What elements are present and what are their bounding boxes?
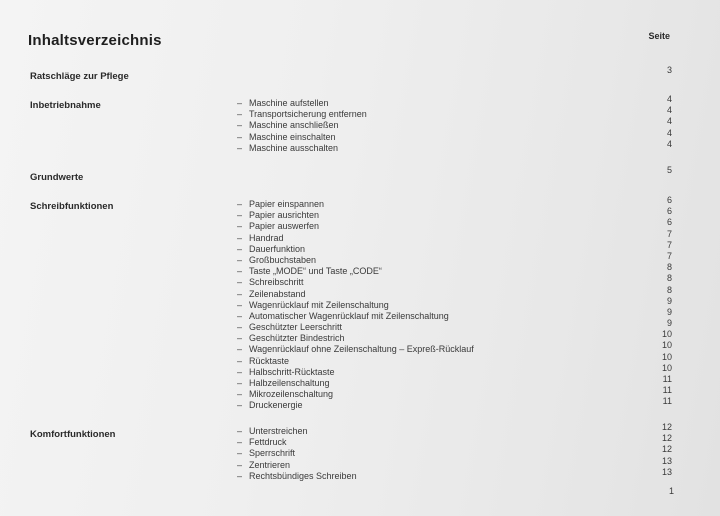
toc-entry-label: Rücktaste — [249, 355, 290, 366]
toc-entry-page: 9 — [666, 306, 672, 317]
toc-entry-page: 8 — [666, 284, 672, 295]
toc-entry-page: 8 — [666, 273, 672, 284]
dash-marker: – — [237, 389, 243, 400]
toc-entry — [237, 277, 474, 288]
dash-marker: – — [237, 288, 243, 299]
toc-entry-label: Taste „MODE“ und Taste „CODE“ — [249, 266, 382, 277]
toc-entry — [237, 378, 474, 389]
toc-entry-label: Wagenrücklauf ohne Zeilenschaltung – Expreß-Rücklauf — [249, 344, 474, 355]
dash-marker: – — [237, 344, 243, 355]
toc-entry-label: Fettdruck — [249, 437, 287, 448]
toc-entry-page: 7 — [666, 228, 672, 239]
toc-entry-label: Geschützter Leerschritt — [249, 322, 343, 333]
toc-entry-page: 9 — [666, 295, 672, 306]
page-number: 1 — [668, 486, 674, 496]
dash-marker: – — [237, 400, 243, 411]
toc-entry — [237, 311, 474, 322]
toc-entry-label: Transportsicherung entfernen — [249, 109, 367, 120]
dash-marker: – — [237, 120, 243, 131]
dash-marker: – — [237, 232, 243, 243]
toc-entry — [237, 437, 357, 448]
toc-entry-page: 12 — [661, 433, 672, 444]
toc-items-komfortfunktionen — [237, 426, 357, 482]
toc-entry — [237, 344, 474, 355]
toc-entry-label: Zentrieren — [249, 459, 291, 470]
toc-entry-page: 13 — [661, 455, 672, 466]
toc-entry-label: Automatischer Wagenrücklauf mit Zeilenschaltung — [249, 310, 449, 321]
toc-entry-label: Sperrschrift — [249, 448, 296, 459]
toc-entry-page: 8 — [666, 262, 672, 273]
toc-entry-page: 11 — [662, 396, 672, 407]
toc-entry-label: Unterstreichen — [249, 426, 308, 436]
toc-entry — [237, 367, 474, 378]
dash-marker: – — [237, 448, 243, 459]
toc-entry — [237, 389, 474, 400]
dash-marker: – — [237, 333, 243, 344]
toc-pages-schreibfunktionen — [662, 195, 672, 408]
toc-entry — [237, 426, 357, 437]
toc-entry — [237, 221, 474, 232]
toc-entry — [237, 333, 474, 344]
toc-entry-page: 9 — [666, 318, 672, 329]
toc-entry-label: Geschützter Bindestrich — [249, 333, 345, 344]
toc-entry-page: 7 — [666, 250, 672, 261]
section-title-grundwerte: Grundwerte — [30, 172, 84, 183]
dash-marker: – — [237, 426, 243, 436]
section-title-pflege: Ratschläge zur Pflege — [30, 71, 129, 82]
toc-entry-page: 10 — [661, 340, 672, 351]
toc-entry-page: 10 — [661, 351, 672, 362]
toc-entry — [237, 448, 357, 459]
toc-entry — [237, 356, 474, 367]
toc-entry — [237, 233, 474, 244]
toc-entry — [237, 120, 367, 131]
dash-marker: – — [237, 366, 243, 377]
toc-entry-label: Maschine anschließen — [249, 120, 339, 131]
toc-entry-page: 7 — [666, 239, 672, 250]
dash-marker: – — [237, 378, 243, 388]
toc-entry-label: Handrad — [249, 232, 284, 243]
section-page-grundwerte: 5 — [666, 165, 672, 175]
toc-entry-page: 13 — [661, 466, 672, 477]
toc-items-inbetriebnahme — [237, 98, 367, 154]
toc-entry-page: 11 — [662, 374, 672, 384]
toc-entry-page: 11 — [662, 385, 672, 396]
toc-pages-komfortfunktionen — [662, 422, 672, 478]
toc-entry-page: 12 — [661, 422, 672, 432]
toc-entry-label: Papier auswerfen — [249, 221, 320, 232]
toc-items-schreibfunktionen — [237, 199, 474, 412]
toc-entry-label: Mikrozeilenschaltung — [249, 389, 334, 400]
dash-marker: – — [237, 459, 243, 470]
page-title: Inhaltsverzeichnis — [28, 32, 162, 49]
toc-entry — [237, 255, 474, 266]
toc-entry — [237, 132, 367, 143]
toc-entry-label: Halbschritt-Rücktaste — [249, 366, 335, 377]
toc-entry-label: Maschine ausschalten — [249, 142, 339, 153]
toc-entry — [237, 471, 357, 482]
dash-marker: – — [237, 199, 243, 209]
toc-entry — [237, 199, 474, 210]
toc-entry-page: 6 — [666, 195, 672, 205]
section-title-komfortfunktionen: Komfortfunktionen — [30, 429, 116, 440]
toc-entry-label: Maschine einschalten — [249, 131, 336, 142]
toc-entry-page: 4 — [666, 138, 672, 149]
toc-entry-label: Zeilenabstand — [249, 288, 306, 299]
toc-entry-label: Papier einspannen — [249, 199, 325, 209]
dash-marker: – — [237, 221, 243, 232]
toc-entry-label: Dauerfunktion — [249, 243, 306, 254]
section-title-schreibfunktionen: Schreibfunktionen — [30, 201, 114, 212]
toc-entry-label: Wagenrücklauf mit Zeilenschaltung — [249, 299, 389, 310]
toc-entry — [237, 143, 367, 154]
toc-entry-page: 12 — [661, 444, 672, 455]
toc-entry-label: Rechtsbündiges Schreiben — [249, 470, 357, 481]
dash-marker: – — [237, 355, 243, 366]
toc-entry-page: 6 — [666, 206, 672, 217]
section-title-inbetriebnahme: Inbetriebnahme — [30, 100, 101, 111]
dash-marker: – — [237, 470, 243, 481]
toc-entry — [237, 300, 474, 311]
toc-entry-label: Großbuchstaben — [249, 254, 317, 265]
toc-entry-page: 6 — [666, 217, 672, 228]
toc-entry-label: Halbzeilenschaltung — [249, 378, 330, 388]
section-page-pflege: 3 — [666, 65, 672, 75]
toc-entry-label: Schreibschritt — [249, 277, 304, 288]
toc-entry-page: 4 — [666, 116, 672, 127]
dash-marker: – — [237, 210, 243, 221]
dash-marker: – — [237, 131, 243, 142]
toc-entry-page: 4 — [666, 105, 672, 116]
toc-entry — [237, 109, 367, 120]
dash-marker: – — [237, 277, 243, 288]
toc-entry-label: Maschine aufstellen — [249, 98, 329, 108]
toc-entry-page: 4 — [666, 127, 672, 138]
toc-entry — [237, 400, 474, 411]
toc-entry — [237, 460, 357, 471]
toc-entry — [237, 289, 474, 300]
dash-marker: – — [237, 243, 243, 254]
toc-entry-label: Papier ausrichten — [249, 210, 320, 221]
dash-marker: – — [237, 322, 243, 333]
toc-entry — [237, 244, 474, 255]
toc-entry-label: Druckenergie — [249, 400, 303, 411]
toc-pages-inbetriebnahme — [667, 94, 672, 150]
toc-entry-page: 10 — [661, 329, 672, 340]
toc-entry — [237, 322, 474, 333]
toc-entry — [237, 266, 474, 277]
toc-entry — [237, 98, 367, 109]
dash-marker: – — [237, 98, 243, 108]
dash-marker: – — [237, 142, 243, 153]
dash-marker: – — [237, 109, 243, 120]
dash-marker: – — [237, 266, 243, 277]
dash-marker: – — [237, 310, 243, 321]
dash-marker: – — [237, 299, 243, 310]
dash-marker: – — [237, 254, 243, 265]
toc-entry-page: 10 — [661, 362, 672, 373]
dash-marker: – — [237, 437, 243, 448]
toc-entry — [237, 210, 474, 221]
toc-entry-page: 4 — [666, 94, 672, 104]
page-column-header: Seite — [648, 31, 670, 41]
